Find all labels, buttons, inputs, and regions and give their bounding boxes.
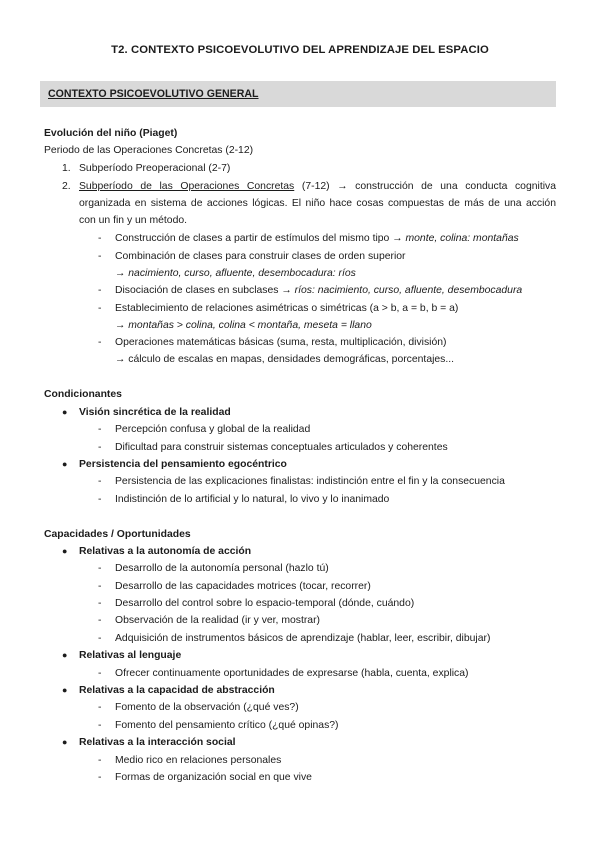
sub-item-3	[115, 284, 522, 297]
capacidad-item: Medio rico en relaciones personales	[115, 755, 282, 766]
capacidad-group-title: Relativas al lenguaje	[79, 650, 182, 661]
dash-marker: -	[98, 720, 102, 731]
capacidad-item: Observación de la realidad (ir y ver, mostrar)	[115, 615, 321, 626]
sub-item-1-text: Construcción de clases a partir de estímulos del mismo tipo →	[115, 233, 406, 244]
dash-marker: -	[98, 442, 102, 453]
bullet-marker: ●	[62, 407, 68, 417]
list-item-2-line-3: con un fin y un método.	[79, 215, 188, 226]
sub-item-4: Establecimiento de relaciones asimétricas o simétricas (a > b, a = b, b = a)	[115, 303, 459, 314]
sub-item-1	[115, 232, 519, 245]
condicionante-item: Percepción confusa y global de la realidad	[115, 424, 311, 435]
dash-marker: -	[98, 615, 102, 626]
capacidad-group-title: Relativas a la autonomía de acción	[79, 546, 252, 557]
capacidad-item: Desarrollo de la autonomía personal (hazlo tú)	[115, 563, 329, 574]
capacidad-item: Formas de organización social en que vive	[115, 772, 312, 783]
dash-marker: -	[98, 772, 102, 783]
sub-item-3-text: Disociación de clases en subclases →	[115, 285, 295, 296]
list-number-1: 1.	[62, 163, 71, 174]
dash-marker: -	[98, 702, 102, 713]
bullet-marker: ●	[62, 546, 68, 556]
sub-item-3-example: ríos: nacimiento, curso, afluente, desembocadura	[294, 285, 523, 296]
dash-marker: -	[98, 476, 102, 487]
dash-marker: -	[98, 563, 102, 574]
condicionantes-heading: Condicionantes	[44, 389, 122, 400]
dash-marker: -	[98, 668, 102, 679]
bullet-marker: ●	[62, 650, 68, 660]
sub-item-4-example-line	[115, 319, 372, 332]
dash-marker: -	[98, 233, 102, 244]
condicionante-item: Dificultad para construir sistemas conceptuales articulados y coherentes	[115, 442, 448, 453]
dash-marker: -	[98, 337, 102, 348]
capacidad-item: Desarrollo de las capacidades motrices (tocar, recorrer)	[115, 581, 371, 592]
dash-marker: -	[98, 251, 102, 262]
evolucion-heading: Evolución del niño (Piaget)	[44, 128, 178, 139]
capacidades-heading: Capacidades / Oportunidades	[44, 529, 191, 540]
dash-marker: -	[98, 581, 102, 592]
list-item-2-rest: (7-12) → construcción de una conducta cognitiva	[294, 181, 556, 192]
sub-item-5: Operaciones matemáticas básicas (suma, resta, multiplicación, división)	[115, 337, 447, 348]
arrow: →	[115, 320, 129, 331]
dash-marker: -	[98, 598, 102, 609]
page-title: T2. CONTEXTO PSICOEVOLUTIVO DEL APRENDIZAJE DEL ESPACIO	[111, 44, 489, 56]
condicionante-group-title: Visión sincrética de la realidad	[79, 407, 231, 418]
list-item-2-line-2	[79, 197, 556, 210]
capacidad-item: Fomento del pensamiento crítico (¿qué opinas?)	[115, 720, 339, 731]
list-item-2-title: Subperíodo de las Operaciones Concretas	[79, 181, 295, 192]
bullet-marker: ●	[62, 685, 68, 695]
sub-item-4-example: montañas > colina, colina < montaña, meseta = llano	[128, 320, 372, 331]
capacidad-item: Adquisición de instrumentos básicos de aprendizaje (hablar, leer, escribir, dibujar)	[115, 633, 491, 644]
condicionante-item: Persistencia de las explicaciones finalistas: indistinción entre el fin y la consecuencia	[115, 476, 505, 487]
evolucion-subheading: Periodo de las Operaciones Concretas (2-12)	[44, 145, 254, 156]
list-number-2: 2.	[62, 181, 71, 192]
sub-item-2-example-line	[115, 267, 356, 280]
sub-item-2: Combinación de clases para construir clases de orden superior	[115, 251, 406, 262]
sub-item-5-example: → cálculo de escalas en mapas, densidades demográficas, porcentajes...	[115, 354, 455, 365]
capacidad-item: Desarrollo del control sobre lo espacio-temporal (dónde, cuándo)	[115, 598, 415, 609]
bullet-marker: ●	[62, 459, 68, 469]
dash-marker: -	[98, 755, 102, 766]
condicionante-group-title: Persistencia del pensamiento egocéntrico	[79, 459, 287, 470]
dash-marker: -	[98, 633, 102, 644]
dash-marker: -	[98, 424, 102, 435]
condicionante-item: Indistinción de lo artificial y lo natural, lo vivo y lo inanimado	[115, 494, 390, 505]
list-item-2-line-1	[79, 180, 556, 193]
capacidad-group-title: Relativas a la capacidad de abstracción	[79, 685, 275, 696]
capacidad-item: Fomento de la observación (¿qué ves?)	[115, 702, 299, 713]
section-header-box	[40, 81, 556, 107]
dash-marker: -	[98, 494, 102, 505]
sub-item-1-example: monte, colina: montañas	[405, 233, 519, 244]
list-item-2-line-2-text: organizada en sistema de acciones lógicas. El niño hace cosas compuestas de más de una acción	[79, 198, 556, 209]
capacidad-group-title: Relativas a la interacción social	[79, 737, 236, 748]
bullet-marker: ●	[62, 737, 68, 747]
section-header: CONTEXTO PSICOEVOLUTIVO GENERAL	[48, 88, 259, 100]
sub-item-2-example: nacimiento, curso, afluente, desembocadura: ríos	[128, 268, 356, 279]
arrow: →	[115, 268, 129, 279]
dash-marker: -	[98, 303, 102, 314]
dash-marker: -	[98, 285, 102, 296]
capacidad-item: Ofrecer continuamente oportunidades de expresarse (habla, cuenta, explica)	[115, 668, 469, 679]
list-item-1: Subperíodo Preoperacional (2-7)	[79, 163, 231, 174]
